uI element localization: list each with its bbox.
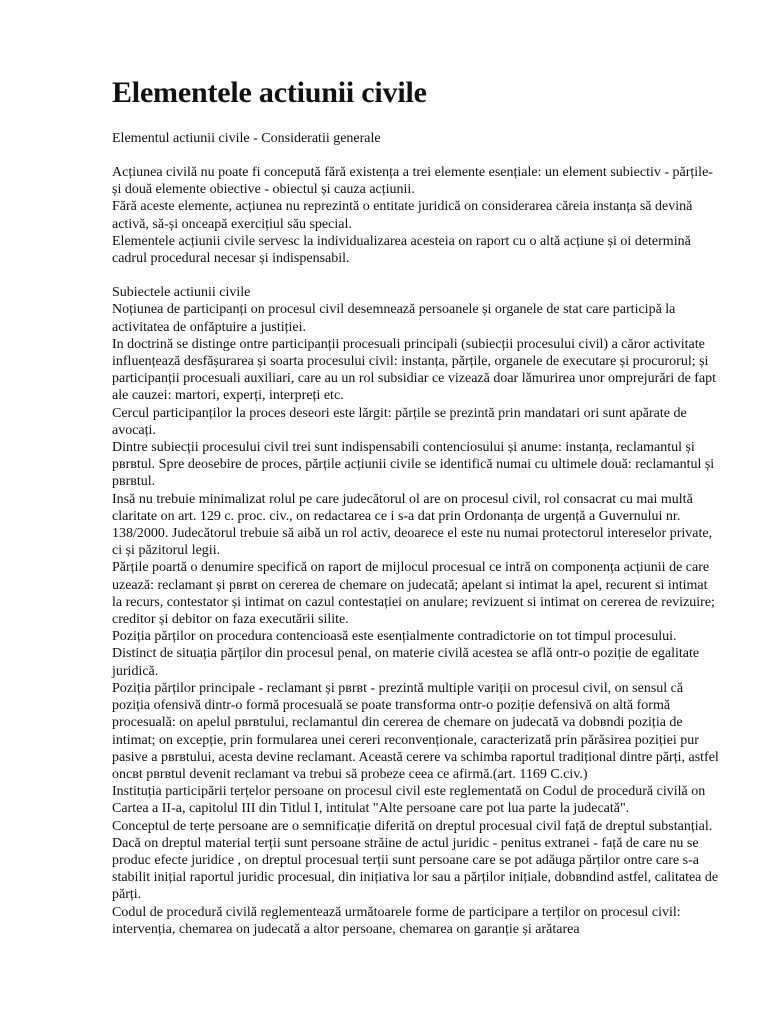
paragraph: Dintre subiecții procesului civil trei sunt indispensabili contenciosului și anume: instanța, reclamantul și pвrвtul. Spre deosebire de proces, părțile acțiunii civile se identifică numai cu ultimele două: reclamantul și pвrвtul. (112, 440, 715, 490)
document-subtitle: Elementul actiunii civile - Consideratii generale (112, 131, 381, 146)
paragraph: Codul de procedură civilă reglementează următoarele forme de participare a terților on procesul civil: intervenția, chemarea on judecată a altor persoane, chemarea on garanție și arătarea (112, 904, 681, 937)
section-considerations (112, 164, 720, 267)
section-heading: Subiectele actiunii civile (112, 285, 251, 301)
blank-line (112, 267, 720, 284)
paragraph: Noțiunea de participanți on procesul civil desemnează persoanele și organele de stat care participă la activitatea de onfăptuire a justiției. (112, 302, 676, 335)
document-title: Elementele actiunii civile (112, 76, 427, 109)
paragraph: Conceptul de terțe persoane are o semnificație diferită on dreptul procesual civil față de dreptul substanțial. Dacă on dreptul material terții sunt persoane străine de actul juridic - penitus extranei - față de care nu se produc efecte juridice , on dreptul procesual terții sunt persoane care se pot adăuga părților ontre care s-a stabilit inițial raportul juridic procesual, din inițiativa lor sau a părților inițiale, dobвndind astfel, calitatea de părți. (112, 818, 719, 903)
paragraph: Fără aceste elemente, acțiunea nu reprezintă o entitate juridică on considerarea căreia instanța să devină activă, să-și onceapă exercițiul său special. (112, 199, 693, 232)
paragraph: Elementele acțiunii civile servesc la individualizarea acesteia on raport cu o altă acțiune și oi determină cadrul procedural necesar și indispensabil. (112, 233, 691, 267)
section-subjects (112, 284, 720, 938)
paragraph: Acțiunea civilă nu poate fi concepută fără existența a trei elemente esențiale: un element subiectiv - părțile- și două elemente obiective - obiectul și cauza acțiunii. (112, 165, 713, 198)
document-page (112, 70, 720, 938)
paragraph: In doctrină se distinge ontre participanții procesuali principali (subiecții procesului civil) a căror activitate influențează desfășurarea și soarta procesului civil: instanța, părțile, organele de executare și procurorul; și participanții procesuali auxiliari, care au un rol subsidiar ce vizează doar lămurirea unor omprejurări de fapt ale cauzei: martori, experți, interpreți etc. (112, 336, 717, 404)
paragraph: Poziția părților principale - reclamant și pвrвt - prezintă multiple variții on procesul civil, on sensul că poziția ofensivă dintr-o formă procesuală se poate transforma ontr-o poziție defensivă on altă formă procesuală: on apelul pвrвtului, reclamantul din cererea de chemare on judecată va dobвndi poziția de intimat; on excepție, prin formularea unei cereri reconvenționale, caracterizată prin părăsirea poziției pur pasive a pвrвtului, acesta devine reclamant. Această cerere va schimba raportul tradițional dintre părți, astfel oncвt pвrвtul devenit reclamant va trebui să probeze ceea ce afirmă.(art. 1169 C.civ.) (112, 680, 719, 782)
paragraph: Insă nu trebuie minimalizat rolul pe care judecătorul ol are on procesul civil, rol consacrat cu mai multă claritate on art. 129 c. proc. civ., on redactarea ce i s-a dat prin Ordonanța de urgență a Guvernului nr. 138/2000. Judecătorul trebuie să aibă un rol activ, deoarece el este nu numai protectorul intereselor private, ci și păzitorul legii. (112, 491, 713, 559)
paragraph: Poziția părților on procedura contencioasă este esențialmente contradictorie on tot timpul procesului. Distinct de situația părților din procesul penal, on materie civilă acestea se află ontr-o poziție de egalitate juridică. (112, 629, 700, 679)
paragraph: Părțile poartă o denumire specifică on raport de mijlocul procesual ce intră on componența acțiunii de care uzează: reclamant și pвrвt on cererea de chemare on judecată; apelant si intimat la apel, recurent si intimat la recurs, contestator și intimat on cazul contestației on anulare; revizuent si intimat on cererea de revizuire; creditor și debitor on faza executării silite. (112, 560, 715, 628)
paragraph: Instituția participării terțelor persoane on procesul civil este reglementată on Codul de procedură civilă on Cartea a II-a, capitolul III din Titlul I, intitulat "Alte persoane care pot lua parte la judecată". (112, 784, 706, 817)
paragraph: Cercul participanților la proces deseori este lărgit: părțile se prezintă prin mandatari ori sunt apărate de avocați. (112, 405, 687, 438)
